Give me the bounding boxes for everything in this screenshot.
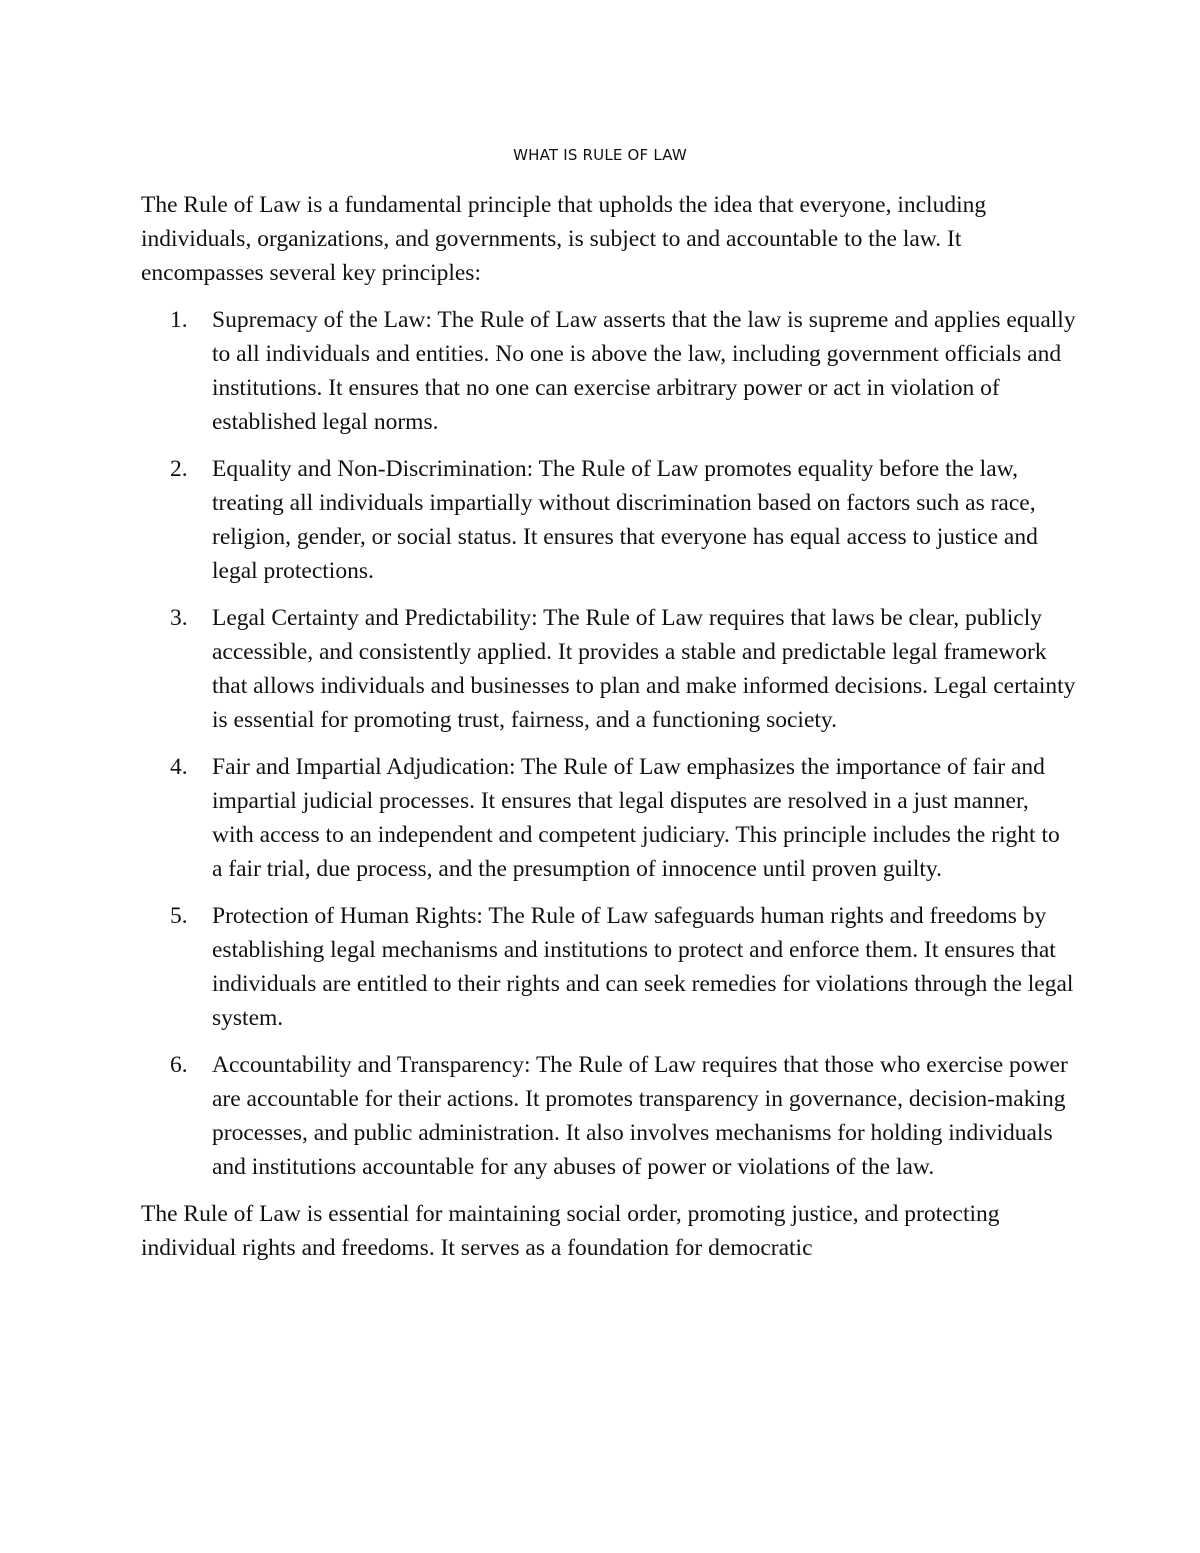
list-item-text: Legal Certainty and Predictability: The Rule of Law requires that laws be clear, publicly accessible, and consistently applied. It provides a stable and predictable legal framework that allows individuals and businesses to plan and make informed decisions. Legal certainty is essential for promoting trust, fairness, and a functioning society. <box>212 605 1076 733</box>
intro-paragraph: The Rule of Law is a fundamental principle that upholds the idea that everyone, including individuals, organizations, and governments, is subject to and accountable to the law. It encompasses several key principles: <box>141 192 987 286</box>
list-item <box>141 1048 1076 1184</box>
conclusion-paragraph: The Rule of Law is essential for maintaining social order, promoting justice, and protecting individual rights and freedoms. It serves as a foundation for democratic <box>141 1201 1000 1261</box>
document-body <box>141 188 1076 1278</box>
list-item-number: 3. <box>170 605 188 631</box>
list-item-text: Accountability and Transparency: The Rule of Law requires that those who exercise power are accountable for their actions. It promotes transparency in governance, decision-making processes, and public administration. It also involves mechanisms for holding individuals and institutions accountable for any abuses of power or violations of the law. <box>212 1052 1068 1180</box>
list-item-number: 6. <box>170 1052 188 1078</box>
list-item <box>141 750 1076 886</box>
list-item-number: 2. <box>170 456 188 482</box>
list-item-number: 5. <box>170 903 188 929</box>
list-item <box>141 899 1076 1035</box>
list-item <box>141 303 1076 439</box>
list-item-text: Equality and Non-Discrimination: The Rule of Law promotes equality before the law, treating all individuals impartially without discrimination based on factors such as race, religion, gender, or social status. It ensures that everyone has equal access to justice and legal protections. <box>212 456 1038 584</box>
list-item <box>141 601 1076 737</box>
list-item-text: Protection of Human Rights: The Rule of Law safeguards human rights and freedoms by establishing legal mechanisms and institutions to protect and enforce them. It ensures that individuals are entitled to their rights and can seek remedies for violations through the legal system. <box>212 903 1074 1031</box>
list-item <box>141 452 1076 588</box>
list-item-text: Fair and Impartial Adjudication: The Rule of Law emphasizes the importance of fair and impartial judicial processes. It ensures that legal disputes are resolved in a just manner, with access to an independent and competent judiciary. This principle includes the right to a fair trial, due process, and the presumption of innocence until proven guilty. <box>212 754 1060 882</box>
list-item-number: 1. <box>170 307 188 333</box>
list-item-number: 4. <box>170 754 188 780</box>
document-title: WHAT IS RULE OF LAW <box>513 146 687 164</box>
principles-list <box>141 303 1076 1184</box>
list-item-text: Supremacy of the Law: The Rule of Law asserts that the law is supreme and applies equally to all individuals and entities. No one is above the law, including government officials and institutions. It ensures that no one can exercise arbitrary power or act in violation of established legal norms. <box>212 307 1076 435</box>
